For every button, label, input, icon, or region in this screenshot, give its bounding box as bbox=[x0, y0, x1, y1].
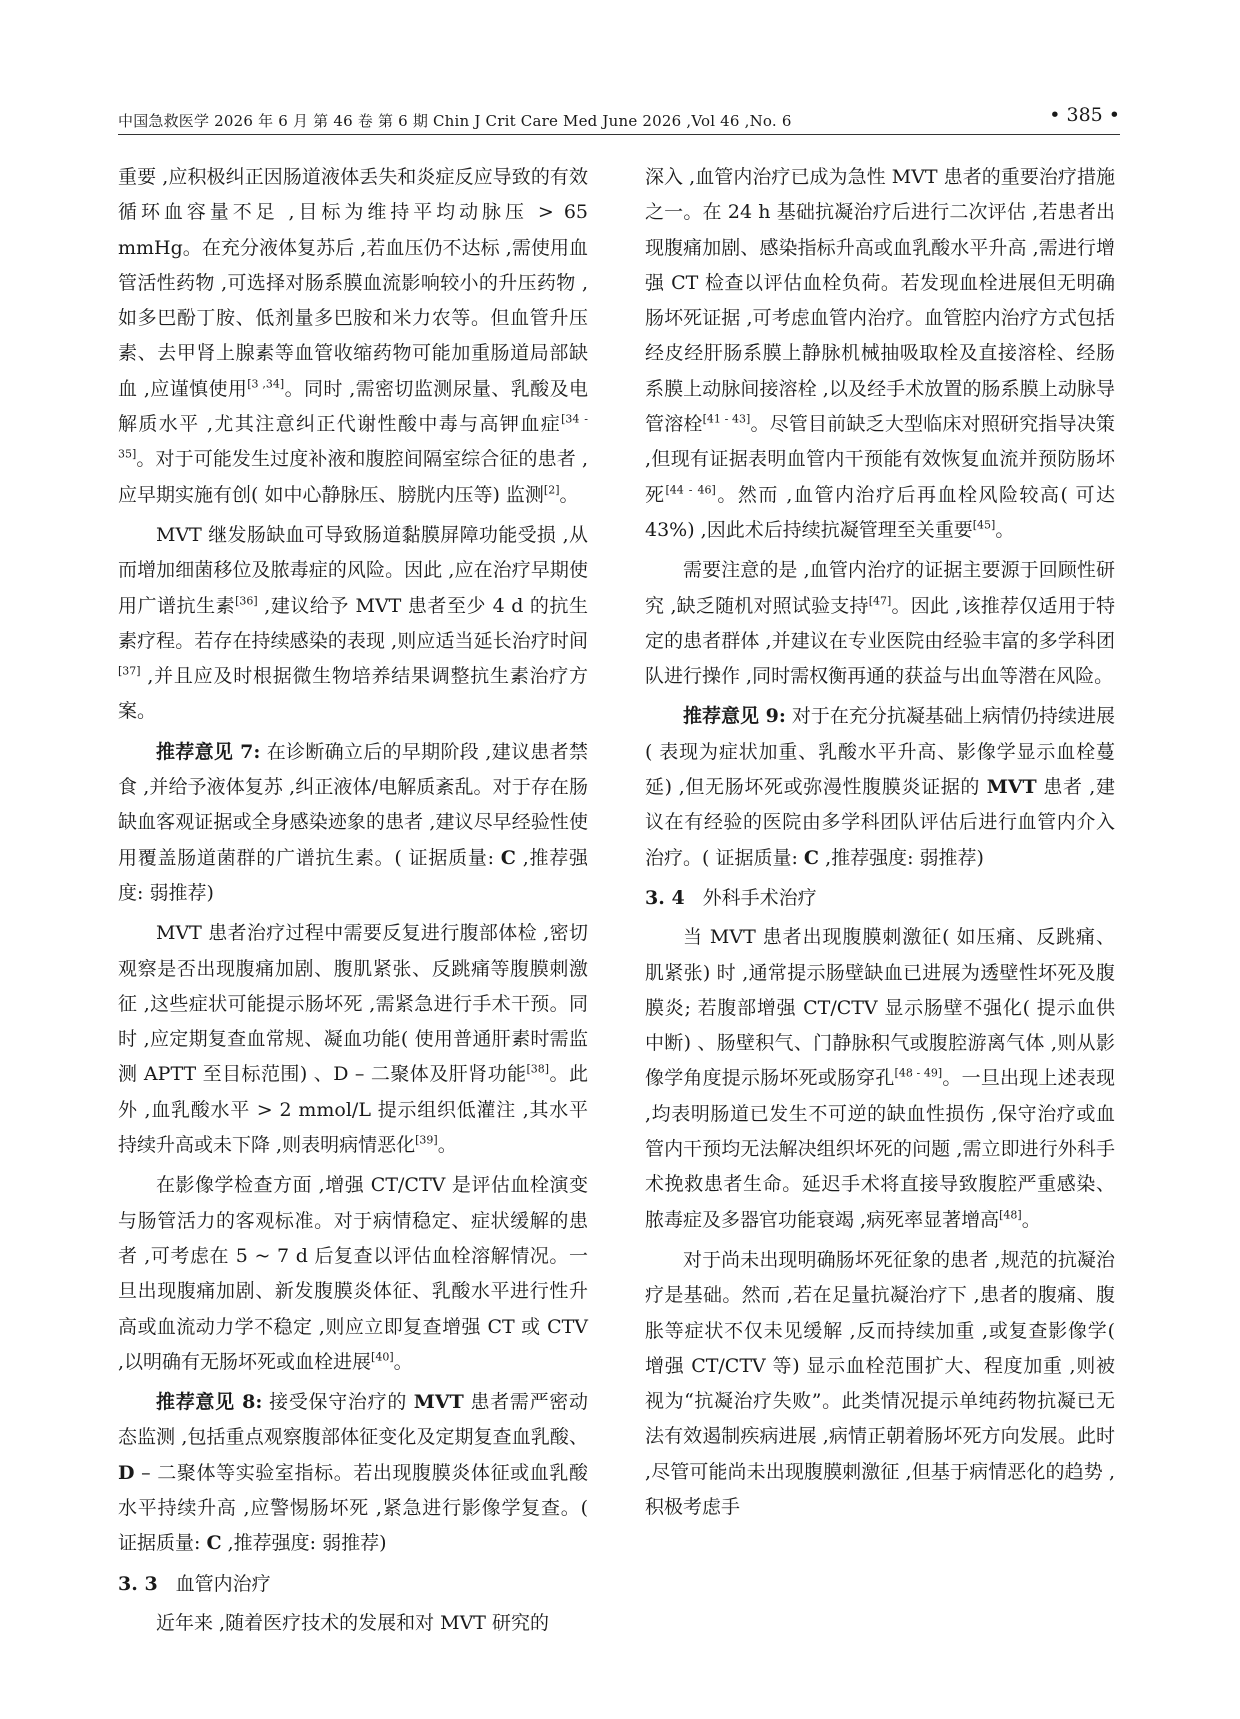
running-header bbox=[118, 104, 1120, 135]
citation: [36] bbox=[235, 594, 258, 608]
citation: [3 ,34] bbox=[247, 377, 285, 391]
journal-citation-line: 中国急救医学 2026 年 6 月 第 46 卷 第 6 期 Chin J Crit Care Med June 2026 ,Vol 46 ,No. 6 bbox=[118, 112, 792, 130]
citation: [48 - 49] bbox=[894, 1067, 943, 1081]
recommendation-9: 推荐意见 9: 对于在充分抗凝基础上病情仍持续进展( 表现为症状加重、乳酸水平升高、影像学显示血栓蔓延) ,但无肠坏死或弥漫性腹膜炎证据的 MVT 患者 ,建议在有经验的医院由多学科团队评估后进行血管内介入治疗。( 证据质量: C ,推荐强度: 弱推荐) bbox=[645, 705, 1115, 869]
citation: [44 - 46] bbox=[665, 483, 716, 497]
recommendation-7: 推荐意见 7: 在诊断确立后的早期阶段 ,建议患者禁食 ,并给予液体复苏 ,纠正液体/电解质紊乱。对于存在肠缺血客观证据或全身感染迹象的患者 ,建议尽早经验性使用覆盖肠道菌群的广谱抗生素。( 证据质量: C ,推荐强度: 弱推荐) bbox=[118, 740, 588, 904]
citation: [37] bbox=[118, 664, 141, 678]
page-number: • 385 • bbox=[1049, 104, 1120, 126]
paragraph: MVT 患者治疗过程中需要反复进行腹部体检 ,密切观察是否出现腹痛加剧、腹肌紧张、反跳痛等腹膜刺激征 ,这些症状可能提示肠坏死 ,需紧急进行手术干预。同时 ,应定期复查血常规、凝血功能( 使用普通肝素时需监测 APTT 至目标范围) 、D – 二聚体及肝肾功能[38]。此外 ,血乳酸水平 > 2 mmol/L 提示组织低灌注 ,其水平持续升高或未下降 ,则表明病情恶化[39]。 bbox=[118, 922, 588, 1157]
paragraph: MVT 继发肠缺血可导致肠道黏膜屏障功能受损 ,从而增加细菌移位及脓毒症的风险。因此 ,应在治疗早期使用广谱抗生素[36] ,建议给予 MVT 患者至少 4 d 的抗生素疗程。若存在持续感染的表现 ,则应适当延长治疗时间[37] ,并且应及时根据微生物培养结果调整抗生素治疗方案。 bbox=[118, 523, 588, 723]
citation: [45] bbox=[972, 518, 996, 532]
paragraph: 在影像学检查方面 ,增强 CT/CTV 是评估血栓演变与肠管活力的客观标准。对于病情稳定、症状缓解的患者 ,可考虑在 5 ~ 7 d 后复查以评估血栓溶解情况。一旦出现腹痛加剧、新发腹膜炎体征、乳酸水平进行性升高或血流动力学不稳定 ,则应立即复查增强 CT 或 CTV ,以明确有无肠坏死或血栓进展[40]。 bbox=[118, 1174, 588, 1373]
right-column bbox=[645, 160, 1115, 1530]
paragraph: 对于尚未出现明确肠坏死征象的患者 ,规范的抗凝治疗是基础。然而 ,若在足量抗凝治疗下 ,患者的腹痛、腹胀等症状不仅未见缓解 ,反而持续加重 ,或复查影像学( 增强 CT/CTV 等) 显示血栓范围扩大、程度加重 ,则被视为“抗凝治疗失败”。此类情况提示单纯药物抗凝已无法有效遏制疾病进展 ,病情正朝着肠坏死方向发展。此时 ,尽管可能尚未出现腹膜刺激征 ,但基于病情恶化的趋势 ,积极考虑手 bbox=[645, 1248, 1115, 1518]
paragraph: 需要注意的是 ,血管内治疗的证据主要源于回顾性研究 ,缺乏随机对照试验支持[47]。因此 ,该推荐仅适用于特定的患者群体 ,并建议在专业医院由经验丰富的多学科团队进行操作 ,同时需权衡再通的获益与出血等潜在风险。 bbox=[645, 559, 1115, 688]
citation: [47] bbox=[868, 594, 892, 608]
citation: [38] bbox=[526, 1063, 550, 1077]
citation: [41 - 43] bbox=[702, 412, 751, 426]
citation: [40] bbox=[371, 1350, 394, 1364]
section-heading-3-4: 3. 4 外科手术治疗 bbox=[645, 886, 817, 909]
paragraph: 近年来 ,随着医疗技术的发展和对 MVT 研究的 bbox=[156, 1611, 550, 1634]
recommendation-8: 推荐意见 8: 接受保守治疗的 MVT 患者需严密动态监测 ,包括重点观察腹部体征变化及定期复查血乳酸、D – 二聚体等实验室指标。若出现腹膜炎体征或血乳酸水平持续升高 ,应警惕肠坏死 ,紧急进行影像学复查。( 证据质量: C ,推荐强度: 弱推荐) bbox=[118, 1391, 588, 1555]
paragraph: 重要 ,应积极纠正因肠道液体丢失和炎症反应导致的有效循环血容量不足 ,目标为维持平均动脉压 > 65 mmHg。在充分液体复苏后 ,若血压仍不达标 ,需使用血管活性药物 ,可选择对肠系膜血流影响较小的升压药物 ,如多巴酚丁胺、低剂量多巴胺和米力农等。但血管升压素、去甲肾上腺素等血管收缩药物可能加重肠道局部缺血 ,应谨慎使用[3 ,34]。同时 ,需密切监测尿量、乳酸及电解质水平 ,尤其注意纠正代谢性酸中毒与高钾血症[34 - 35]。对于可能发生过度补液和腹腔间隔室综合征的患者 ,应早期实施有创( 如中心静脉压、膀胱内压等) 监测[2]。 bbox=[118, 166, 588, 506]
left-column bbox=[118, 160, 588, 1646]
section-heading-3-3: 3. 3 血管内治疗 bbox=[118, 1572, 271, 1595]
paragraph: 深入 ,血管内治疗已成为急性 MVT 患者的重要治疗措施之一。在 24 h 基础抗凝治疗后进行二次评估 ,若患者出现腹痛加剧、感染指标升高或血乳酸水平升高 ,需进行增强 CT 检查以评估血栓负荷。若发现血栓进展但无明确肠坏死证据 ,可考虑血管内治疗。血管腔内治疗方式包括经皮经肝肠系膜上静脉机械抽吸取栓及直接溶栓、经肠系膜上动脉间接溶栓 ,以及经手术放置的肠系膜上动脉导管溶栓[41 - 43]。尽管目前缺乏大型临床对照研究指导决策 ,但现有证据表明血管内干预能有效恢复血流并预防肠坏死[44 - 46]。然而 ,血管内治疗后再血栓风险较高( 可达 43%) ,因此术后持续抗凝管理至关重要[45]。 bbox=[645, 166, 1115, 541]
citation: [34 - 35] bbox=[118, 412, 588, 462]
citation: [39] bbox=[415, 1133, 438, 1147]
citation: [2] bbox=[543, 483, 560, 497]
citation: [48] bbox=[999, 1208, 1022, 1222]
paragraph: 当 MVT 患者出现腹膜刺激征( 如压痛、反跳痛、肌紧张) 时 ,通常提示肠壁缺血已进展为透壁性坏死及腹膜炎; 若腹部增强 CT/CTV 显示肠壁不强化( 提示血供中断) 、肠壁积气、门静脉积气或腹腔游离气体 ,则从影像学角度提示肠坏死或肠穿孔[48 - 49]。一旦出现上述表现 ,均表明肠道已发生不可逆的缺血性损伤 ,保守治疗或血管内干预均无法解决组织坏死的问题 ,需立即进行外科手术挽救患者生命。延迟手术将直接导致腹腔严重感染、脓毒症及多器官功能衰竭 ,病死率显著增高[48]。 bbox=[645, 926, 1115, 1231]
